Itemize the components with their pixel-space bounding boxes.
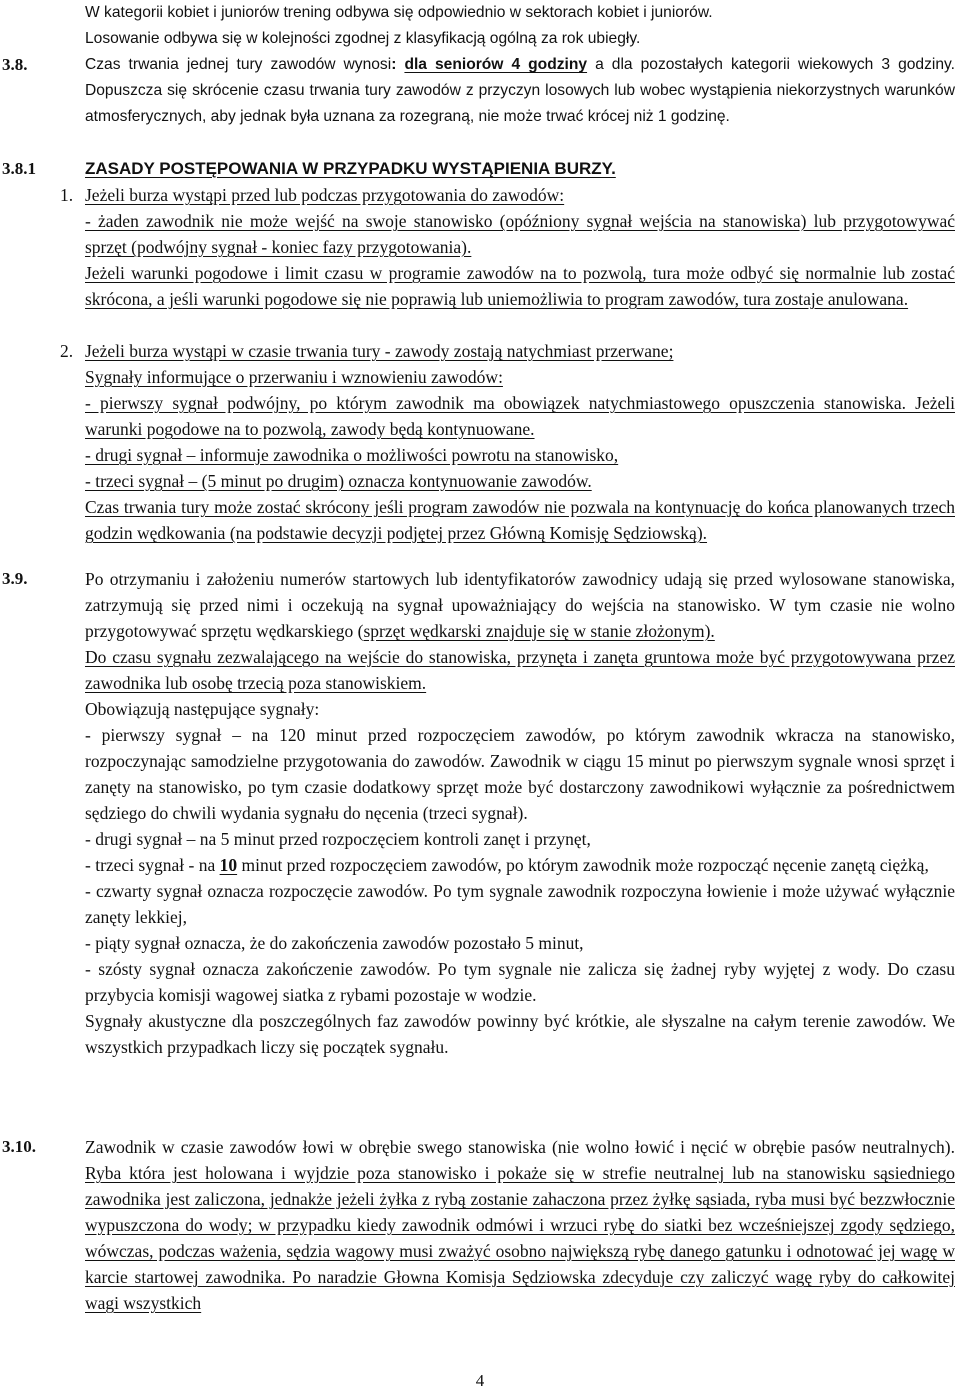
duration-intro: Czas trwania jednej tury zawodów wynosi xyxy=(85,56,392,73)
signal-3-text-a: - trzeci sygnał - na xyxy=(85,855,216,875)
signal-1: - pierwszy sygnał – na 120 minut przed rozpoczęciem zawodów, po którym zawodnik wkracza na stanowisko, rozpoczynając samodzielne przygotowania do zawodów. Zawodnik w ciągu 15 minut po pierwszym sygnale wnosi sprzęt i zanęty na stanowisko, po tym czasie dodatkowy sprzęt może być dostarczony zawodnikowi wyłącznie za pośrednictwem sędziego do chwili wydania sygnału do nęcenia (trzeci sygnał). xyxy=(85,725,955,823)
item-title: Jeżeli burza wystąpi przed lub podczas przygotowania do zawodów: xyxy=(85,185,565,205)
p1-text: Zawodnik w czasie zawodów łowi w obrębie swego stanowiska (nie wolno łowić i nęcić w obrębie pasów neutralnych). xyxy=(85,1137,955,1157)
item-number: 1. xyxy=(60,185,74,205)
section-3-9-p10: Sygnały akustyczne dla poszczególnych faz zawodów powinny być krótkie, ale słyszalne na całym terenie zawodów. We wszystkich przypadkach liczy się początek sygnału. xyxy=(85,1011,955,1057)
item-paragraph: Jeżeli warunki pogodowe i limit czasu w programie zawodów na to pozwolą, tura może odbyć się normalnie lub zostać skrócona, a jeśli warunki pogodowe się nie poprawią lub uniemożliwia to program zawodów, tura zostaje anulowana. xyxy=(85,263,955,309)
item-paragraph: - pierwszy sygnał podwójny, po którym zawodnik ma obowiązek natychmiastowego opuszczenia stanowiska. Jeżeli warunki pogodowe na to pozwolą, zawody będą kontynuowane. xyxy=(85,393,955,439)
senior-duration: dla seniorów 4 godziny xyxy=(404,56,588,73)
p1-underlined: sprzęt wędkarski znajduje się w stanie złożonym). xyxy=(363,621,715,641)
p1-underlined: Ryba która jest holowana i wyjdzie poza stanowisko i pokaże się w strefie neutralnej lub na stanowisku sąsiedniego zawodnika jest zaliczona, jednakże jeżeli żyłka z rybą zostanie zahaczona przez żyłkę sąsiada, ryba musi być bezzwłocznie wypuszczona do wody; w przypadku kiedy zawodnik odmówi i wrzuci rybę do siatki bez wcześniejszej zgody sędziego, wówczas, podczas ważenia, sędzia wagowy musi zważyć osobno największą rybę danego gatunku i odnotować jej wagę w karcie startowej zawodnika. Po naradzie Głowna Komisja Sędziowska zdecyduje czy zaliczyć wagę ryby do całkowitej wagi wszystkich xyxy=(85,1163,955,1313)
section-3-10-p1 xyxy=(85,1134,955,1316)
shortening-rule: Dopuszcza się skrócenie czasu trwania tury zawodów z przyczyn losowych lub wobec wystąpienia niekorzystnych warunków atmosferycznych, aby jednak była uznana za rozegraną, nie może trwać krócej niż 1 godzinę. xyxy=(85,82,955,125)
section-heading: ZASADY POSTĘPOWANIA W PRZYPADKU WYSTĄPIENIA BURZY. xyxy=(85,159,616,178)
item-paragraph: - żaden zawodnik nie może wejść na swoje stanowisko (opóźniony sygnał wejścia na stanowiska) lub przygotowywać sprzęt (podwójny sygnał - koniec fazy przygotowania). xyxy=(85,211,955,257)
signal-4: - czwarty sygnał oznacza rozpoczęcie zawodów. Po tym sygnale zawodnik rozpoczyna łowienie i może używać wyłącznie zanęty lekkiej, xyxy=(85,881,955,927)
page-number: 4 xyxy=(475,1371,485,1390)
intro-line-2: Losowanie odbywa się w kolejności zgodnej z klasyfikacją ogólną za rok ubiegły. xyxy=(85,30,641,47)
other-duration: a dla pozostałych kategorii wiekowych 3 godziny. xyxy=(595,56,955,73)
signal-3 xyxy=(85,852,955,878)
signal-2: - drugi sygnał – na 5 minut przed rozpoczęciem kontroli zanęt i przynęt, xyxy=(85,829,591,849)
section-3-9-p3: Obowiązują następujące sygnały: xyxy=(85,699,320,719)
signal-3-text-b: minut przed rozpoczęciem zawodów, po którym zawodnik może rozpocząć nęcenie zanętą ciężką, xyxy=(241,855,929,875)
section-3-9-p2: Do czasu sygnału zezwalającego na wejście do stanowiska, przynęta i zanęta gruntowa może być przygotowywana przez zawodnika lub osobę trzecią poza stanowiskiem. xyxy=(85,647,955,693)
section-3-8-text xyxy=(85,52,955,130)
item-paragraph: - trzeci sygnał – (5 minut po drugim) oznacza kontynuowanie zawodów. xyxy=(85,471,592,491)
section-number: 3.8. xyxy=(2,55,28,74)
item-paragraph: Czas trwania tury może zostać skrócony jeśli program zawodów nie pozwala na kontynuację do końca planowanych trzech godzin wędkowania (na podstawie decyzji podjętej przez Główną Komisję Sędziowską). xyxy=(85,497,955,543)
p1-text: Po otrzymaniu i założeniu numerów startowych lub identyfikatorów zawodnicy udają się przed wylosowane stanowiska, zatrzymują się przed nimi i oczekują na sygnał upoważniający do wejścia na stanowisko. W tym czasie nie wolno przygotowywać sprzętu wędkarskiego ( xyxy=(85,569,955,641)
signal-5: - piąty sygnał oznacza, że do zakończenia zawodów pozostało 5 minut, xyxy=(85,933,584,953)
section-number: 3.10. xyxy=(2,1137,36,1156)
signal-3-minutes: 10 xyxy=(219,855,238,875)
duration-colon: : xyxy=(391,56,397,73)
item-paragraph: - drugi sygnał – informuje zawodnika o możliwości powrotu na stanowisko, xyxy=(85,445,619,465)
intro-line-1: W kategorii kobiet i juniorów trening odbywa się odpowiednio w sektorach kobiet i juniorów. xyxy=(85,4,713,21)
item-number: 2. xyxy=(60,341,74,361)
section-3-9-p1 xyxy=(85,566,955,644)
signal-6: - szósty sygnał oznacza zakończenie zawodów. Po tym sygnale nie zalicza się żadnej ryby wyjętej z wody. Do czasu przybycia komisji wagowej siatka z rybami pozostaje w wodzie. xyxy=(85,959,955,1005)
signals-label: Sygnały informujące o przerwaniu i wznowieniu zawodów: xyxy=(85,367,503,387)
item-title: Jeżeli burza wystąpi w czasie trwania tury - zawody zostają natychmiast przerwane; xyxy=(85,341,674,361)
section-number: 3.9. xyxy=(2,569,28,588)
section-number: 3.8.1 xyxy=(2,159,36,178)
